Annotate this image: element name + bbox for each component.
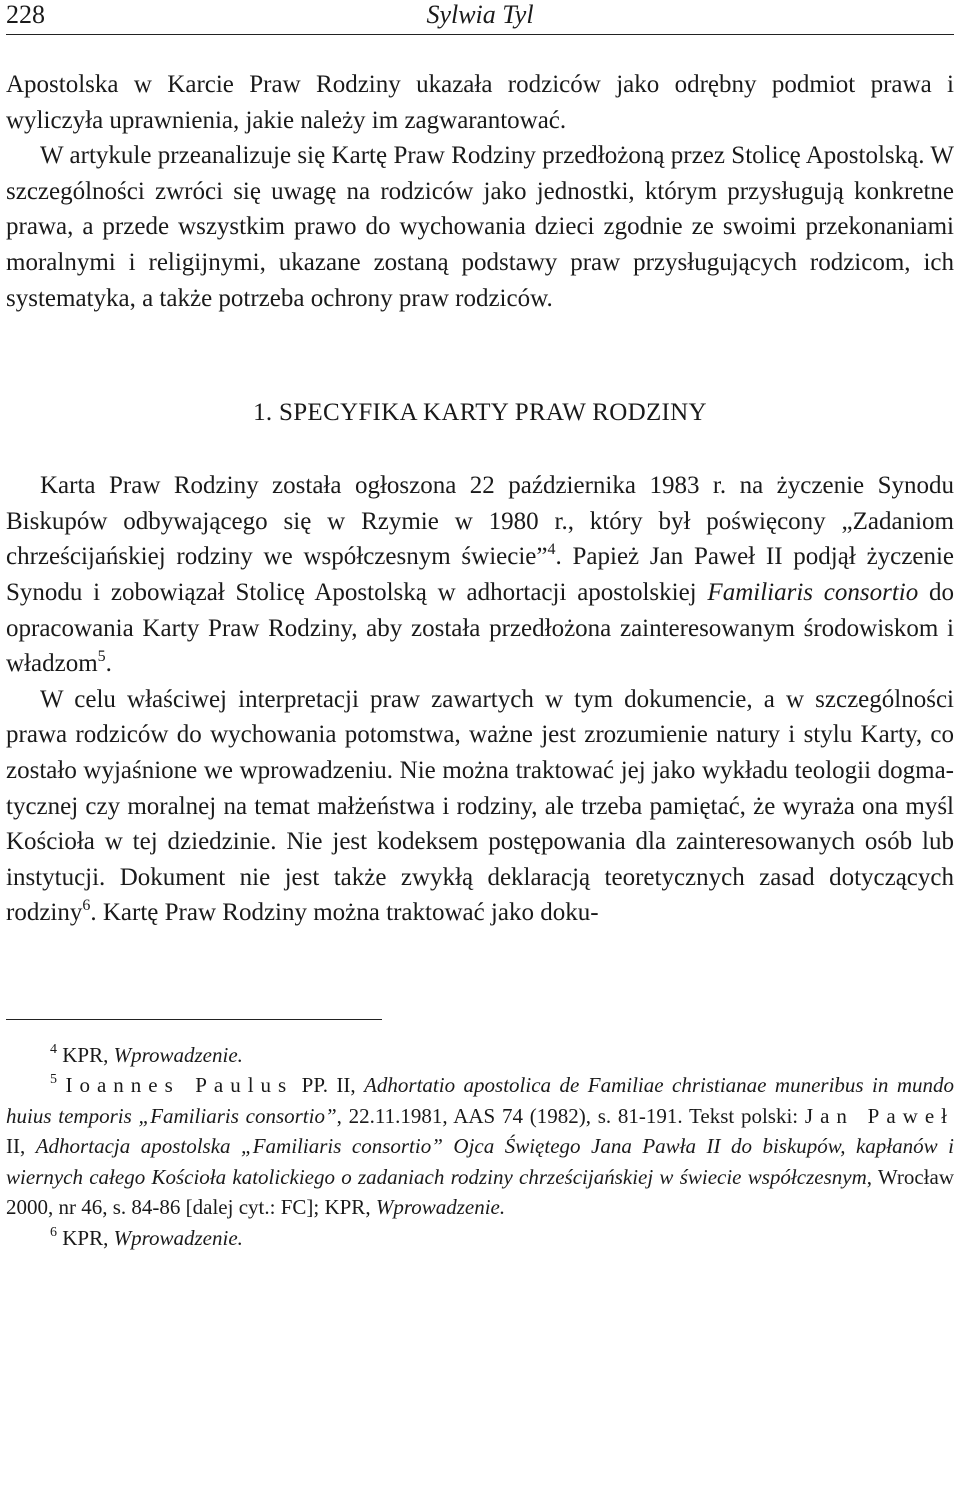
footnote-separator xyxy=(6,1019,382,1020)
paragraph-intro-1: Apostolska w Karcie Praw Rodziny ukazała rodziców jako odrębny podmiot prawa i wyliczyła uprawnienia, jakie należy im zagwarantować. xyxy=(6,71,954,134)
paragraph-intro-2: W artykule przeanalizuje się Kartę Praw Rodziny przedłożoną przez Stolicę Apostolską. W szczególności zwróci się uwagę na rodziców jako jednostki, którym przysługują konkretne prawa, a przede wszystkim prawo do wychowania dzieci zgodnie ze swoimi przekonaniami moralnymi i religijnymi, ukazane zostaną podstawy praw przysługujących rodzicom, ich systematyka, a także potrzeba ochrony praw rodziców. xyxy=(6,142,954,312)
footnote-ref-6[interactable]: 6 xyxy=(82,897,91,915)
running-header xyxy=(6,0,954,35)
paragraph-charter-origin: Karta Praw Rodziny została ogłoszona 22 października 1983 r. na życzenie Synodu Biskupów odbywającego się w Rzymie w 1980 r., który był poświęcony „Zadaniom chrześcijańskiej rodziny we współczesnym świecie”$^4$. Papież Jan Paweł II podjął życzenie Synodu i zobowiązał Stolicę Apostolską w adhortacji apostolskiej Familiaris consortio do opracowania Karty Praw Rodziny, aby została przedłożona zainteresowanym środowiskom i władzom$^5$. xyxy=(6,472,954,678)
section-heading: 1. SPECYFIKA KARTY PRAW RODZINY xyxy=(253,399,707,427)
paragraph-charter-nature: W celu właściwej interpretacji praw zawartych w tym dokumencie, a w szczególności prawa rodziców do wychowania potomstwa, ważne jest zrozumienie natury i stylu Karty, co zostało wyjaśnione we wprowadzeniu. Nie można traktować jej jako wykładu teologii dogmatycznej czy moralnej na temat małżeństwa i rodziny, ale trzeba pamiętać, że wyraża ona myśl Kościoła w tej dziedzinie. Nie jest kodeksem postępowania dla zainteresowanych osób lub instytucji. Dokument nie jest także zwykłą deklaracją teoretycznych zasad dotyczących rodziny$^6$. Kartę Praw Rodziny można traktować jako doku- xyxy=(6,685,954,927)
footnote-5: $^5$ Ioannes Paulus PP. II, Adhortatio apostolica de Familiae christianae muneribus in mundo huius temporis „Familiaris consortio”, 22.11.1981, AAS 74 (1982), s. 81-191. Tekst polski: Jan Paweł II, Adhortacja apostolska „Familiaris consortio” Ojca Świętego Jana Pawła II do biskupów, kapłanów i wiernych całego Kościoła katolickiego o zadaniach rodziny chrześcijańskiej w świecie współczesnym, Wrocław 2000, nr 46, s. 84-86 [dalej cyt.: FC]; KPR, Wprowadzenie. xyxy=(6,1072,954,1220)
footnote-ref-4[interactable]: 4 xyxy=(547,541,556,559)
footnote-4: $^4$ KPR, Wprowadzenie. xyxy=(50,1041,243,1067)
footnote-6: $^6$ KPR, Wprowadzenie. xyxy=(50,1224,243,1250)
footnote-ref-5[interactable]: 5 xyxy=(97,648,106,666)
page-number: 228 xyxy=(6,0,45,29)
running-author: Sylwia Tyl xyxy=(426,0,534,29)
body-text xyxy=(6,67,954,931)
